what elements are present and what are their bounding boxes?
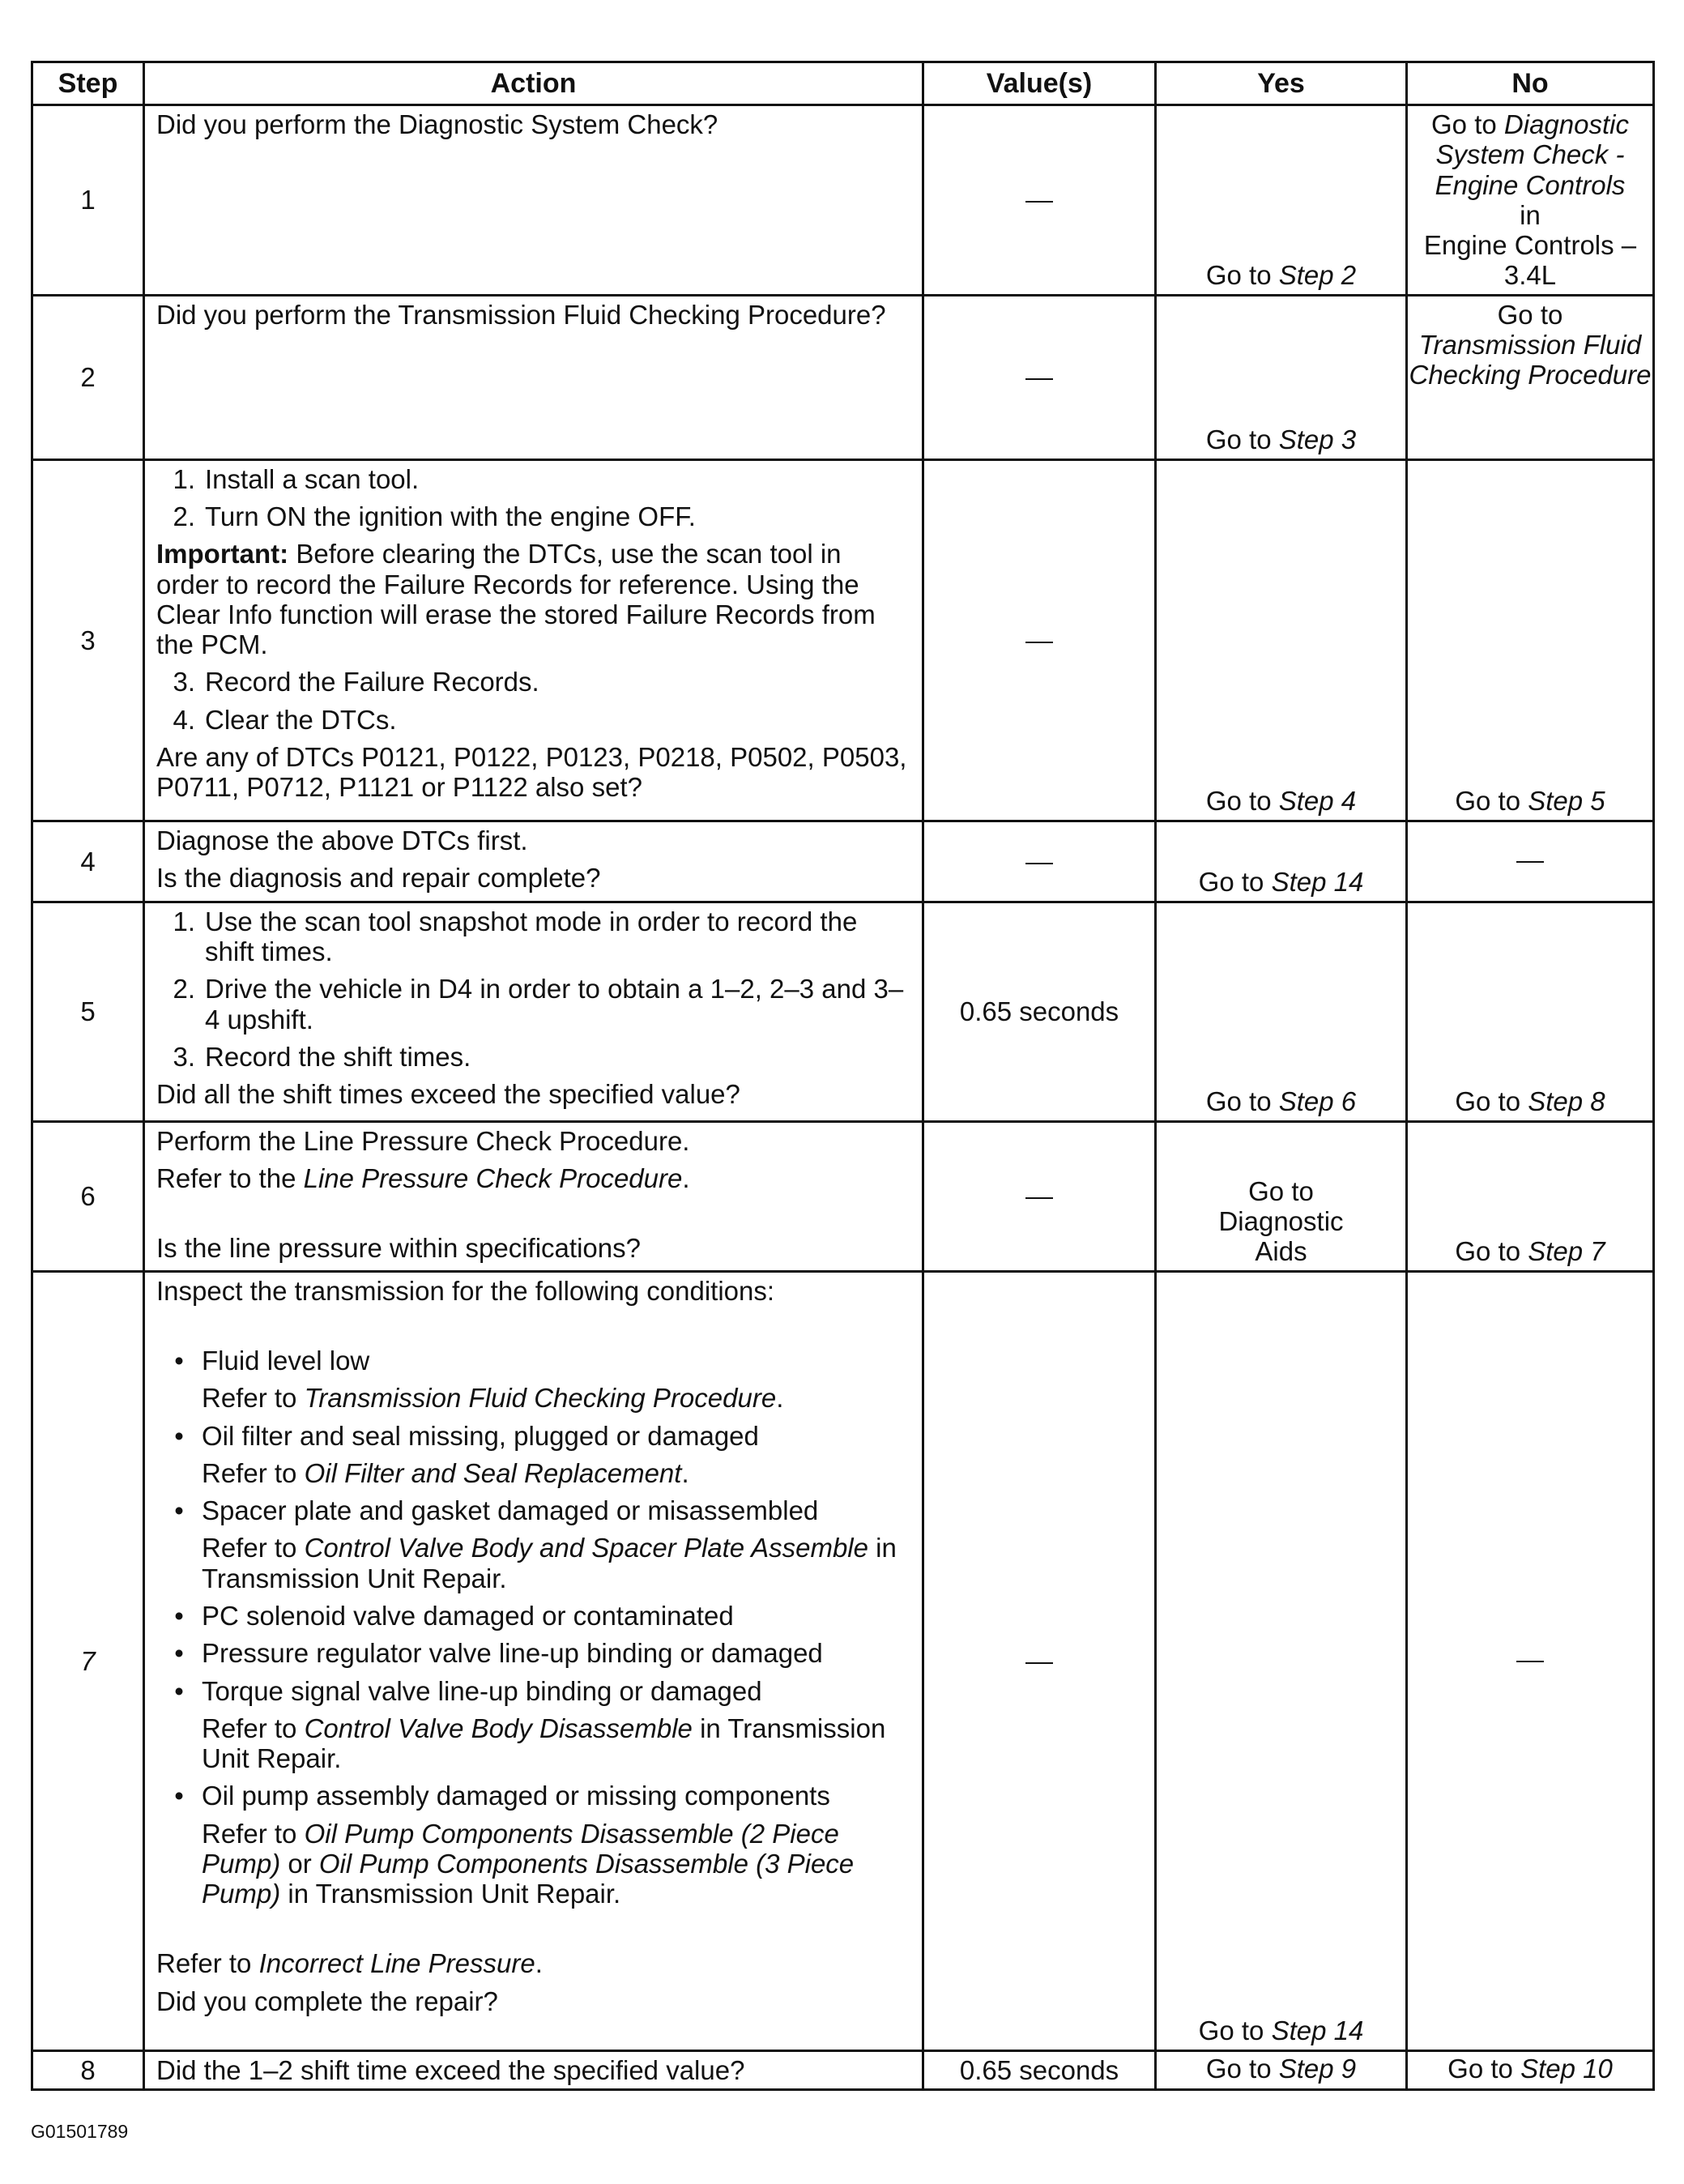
table-row: [32, 821, 1654, 902]
action-question: Is the diagnosis and repair complete?: [156, 862, 601, 893]
empty-dash: [1025, 378, 1053, 380]
yes-cell: [1156, 2050, 1407, 2089]
no-link[interactable]: Step 10: [1520, 2053, 1613, 2084]
step-number: 4: [32, 821, 144, 902]
refer-link[interactable]: Oil Pump Components Disassemble (2 Piece Pump): [202, 1818, 839, 1879]
yes-link[interactable]: Step 2: [1278, 260, 1357, 291]
action-question: Did all the shift times exceed the specified value?: [156, 1079, 740, 1110]
empty-dash: [1025, 863, 1053, 864]
step-number: 7: [32, 1271, 144, 2050]
empty-dash: [1516, 861, 1544, 863]
value-cell: [923, 1271, 1156, 2050]
no-cell: [1407, 1271, 1654, 2050]
no-link[interactable]: Step 8: [1528, 1086, 1605, 1117]
step-number: 2: [32, 295, 144, 459]
list-item: • Spacer plate and gasket damaged or misassembled: [174, 1495, 819, 1526]
value-cell: 0.65 seconds: [923, 902, 1156, 1121]
refer-text: Refer to Control Valve Body Disassemble in Transmission Unit Repair.: [202, 1713, 886, 1774]
no-cell: [1407, 105, 1654, 296]
no-cell: [1407, 902, 1654, 1121]
step-number: 5: [32, 902, 144, 1121]
action-cell: [144, 105, 923, 296]
go-to-label: Go to: [1497, 299, 1563, 330]
yes-cell: [1156, 459, 1407, 821]
action-question: Is the line pressure within specifications?: [156, 1233, 641, 1264]
table-row: [32, 105, 1654, 296]
value-cell: [923, 459, 1156, 821]
action-text: Diagnose the above DTCs first.: [156, 825, 528, 855]
value-cell: [923, 821, 1156, 902]
action-question: Did the 1–2 shift time exceed the specified value?: [156, 2054, 745, 2085]
value-cell: [923, 295, 1156, 459]
yes-link[interactable]: Step 6: [1278, 1086, 1357, 1117]
go-to-label: Go to: [1205, 260, 1272, 291]
step-number: 1: [32, 105, 144, 296]
go-to-label: Go to: [1447, 2053, 1513, 2084]
no-link[interactable]: Step 5: [1528, 786, 1605, 817]
go-to-label: Go to: [1205, 2053, 1272, 2084]
refer-text: Refer to Transmission Fluid Checking Procedure.: [202, 1383, 784, 1414]
refer-text: Refer to Incorrect Line Pressure.: [156, 1948, 543, 1979]
yes-cell: [1156, 295, 1407, 459]
important-note: Important: Before clearing the DTCs, use the scan tool in order to record the Failure Records for reference. Using the Clear Info function will erase the stored Failure Records from the PCM.: [156, 539, 876, 660]
go-to-label: Go to: [1198, 2016, 1264, 2046]
step-number: 3: [32, 459, 144, 821]
go-to-label: Go to: [1205, 786, 1272, 817]
list-item: 1. Install a scan tool.: [173, 463, 420, 494]
in-label: in: [1520, 199, 1541, 230]
action-text: Did you perform the Diagnostic System Check?: [156, 109, 718, 139]
header-values: Value(s): [923, 62, 1156, 105]
refer-link[interactable]: Oil Filter and Seal Replacement: [304, 1457, 682, 1488]
list-item: • Pressure regulator valve line-up binding or damaged: [174, 1638, 823, 1669]
table-row: [32, 2050, 1654, 2089]
empty-dash: [1025, 1662, 1053, 1664]
empty-dash: [1516, 1661, 1544, 1662]
action-cell: [144, 295, 923, 459]
value-cell: [923, 1121, 1156, 1271]
empty-dash: [1025, 642, 1053, 643]
refer-link[interactable]: Transmission Fluid Checking Procedure: [304, 1383, 777, 1414]
list-item: • Oil pump assembly damaged or missing components: [174, 1781, 830, 1811]
go-to-label: Go to: [1205, 424, 1272, 455]
go-to-label: Go to: [1455, 786, 1521, 817]
table-row: [32, 1121, 1654, 1271]
list-item: 2. Turn ON the ignition with the engine OFF.: [173, 501, 696, 531]
yes-link[interactable]: Step 14: [1271, 2016, 1364, 2046]
action-cell: [144, 1121, 923, 1271]
list-item: • PC solenoid valve damaged or contaminated: [174, 1600, 734, 1631]
no-reference: Engine Controls – 3.4L: [1423, 230, 1637, 291]
yes-link[interactable]: Step 3: [1278, 424, 1357, 455]
go-to-label: Go to: [1455, 1086, 1521, 1117]
list-item: • Oil filter and seal missing, plugged or damaged: [174, 1420, 759, 1451]
table-row: [32, 459, 1654, 821]
action-cell: [144, 902, 923, 1121]
list-item: 3. Record the shift times.: [173, 1041, 471, 1072]
no-cell: [1407, 295, 1654, 459]
action-cell: [144, 2050, 923, 2089]
yes-link[interactable]: Step 4: [1278, 786, 1357, 817]
header-step: Step: [32, 62, 144, 105]
diagnostic-table: [31, 61, 1655, 2091]
list-item: 3. Record the Failure Records.: [173, 667, 539, 697]
refer-link[interactable]: Control Valve Body and Spacer Plate Assemble: [304, 1533, 868, 1563]
action-text: Perform the Line Pressure Check Procedure.: [156, 1125, 690, 1156]
yes-link[interactable]: Step 14: [1271, 867, 1364, 898]
refer-link[interactable]: Oil Pump Components Disassemble (3 Piece Pump): [202, 1848, 855, 1909]
step-number: 6: [32, 1121, 144, 1271]
header-action: Action: [144, 62, 923, 105]
yes-cell: [1156, 1121, 1407, 1271]
list-item: 4. Clear the DTCs.: [173, 704, 397, 735]
action-cell: [144, 821, 923, 902]
value-cell: 0.65 seconds: [923, 2050, 1156, 2089]
refer-text: Refer to the Line Pressure Check Procedure.: [156, 1162, 690, 1193]
refer-link[interactable]: Control Valve Body Disassemble: [304, 1713, 693, 1743]
action-cell: [144, 459, 923, 821]
no-cell: [1407, 459, 1654, 821]
table-row: [32, 1271, 1654, 2050]
action-question: Did you complete the repair?: [156, 1986, 498, 2016]
empty-dash: [1025, 201, 1053, 203]
no-link[interactable]: Step 7: [1528, 1236, 1605, 1267]
no-cell: [1407, 1121, 1654, 1271]
go-to-label: Go to: [1198, 867, 1264, 898]
no-link[interactable]: Transmission Fluid Checking Procedure: [1409, 329, 1652, 390]
yes-cell: [1156, 821, 1407, 902]
yes-cell: [1156, 105, 1407, 296]
table-row: [32, 902, 1654, 1121]
list-item: 2. Drive the vehicle in D4 in order to obtain a 1–2, 2–3 and 3–4 upshift.: [173, 974, 904, 1034]
table-row: [32, 295, 1654, 459]
header-no: No: [1407, 62, 1654, 105]
action-text: Did you perform the Transmission Fluid Checking Procedure?: [156, 299, 886, 330]
action-question: Are any of DTCs P0121, P0122, P0123, P0218, P0502, P0503, P0711, P0712, P1121 or P1122 also set?: [156, 741, 907, 803]
yes-link[interactable]: Go to Diagnostic Aids: [1218, 1175, 1344, 1267]
refer-text: Refer to Control Valve Body and Spacer Plate Assemble in Transmission Unit Repair.: [202, 1533, 897, 1593]
list-item: • Torque signal valve line-up binding or damaged: [174, 1675, 762, 1706]
refer-text: Refer to Oil Pump Components Disassemble (2 Piece Pump) or Oil Pump Components Disassemble (3 Piece Pump) in Transmission Unit Repair.: [202, 1818, 855, 1909]
yes-cell: [1156, 902, 1407, 1121]
figure-id: G01501789: [31, 2121, 129, 2142]
yes-cell: [1156, 1271, 1407, 2050]
list-item: • Fluid level low: [174, 1345, 370, 1376]
action-text: Inspect the transmission for the following conditions:: [156, 1275, 775, 1306]
header-yes: Yes: [1156, 62, 1407, 105]
no-cell: [1407, 821, 1654, 902]
table-header-row: [32, 62, 1654, 105]
go-to-label: Go to: [1205, 1086, 1272, 1117]
go-to-label: Go to: [1455, 1236, 1521, 1267]
no-link[interactable]: Diagnostic System Check - Engine Controls: [1435, 109, 1629, 200]
action-cell: [144, 1271, 923, 2050]
go-to-label: Go to: [1431, 109, 1497, 139]
empty-dash: [1025, 1197, 1053, 1199]
yes-link[interactable]: Step 9: [1278, 2053, 1357, 2084]
step-number: 8: [32, 2050, 144, 2089]
refer-link[interactable]: Line Pressure Check Procedure: [303, 1162, 683, 1193]
refer-text: Refer to Oil Filter and Seal Replacement.: [202, 1457, 689, 1488]
no-cell: [1407, 2050, 1654, 2089]
refer-link[interactable]: Incorrect Line Pressure: [258, 1948, 535, 1979]
list-item: 1. Use the scan tool snapshot mode in order to record the shift times.: [173, 906, 858, 966]
value-cell: [923, 105, 1156, 296]
